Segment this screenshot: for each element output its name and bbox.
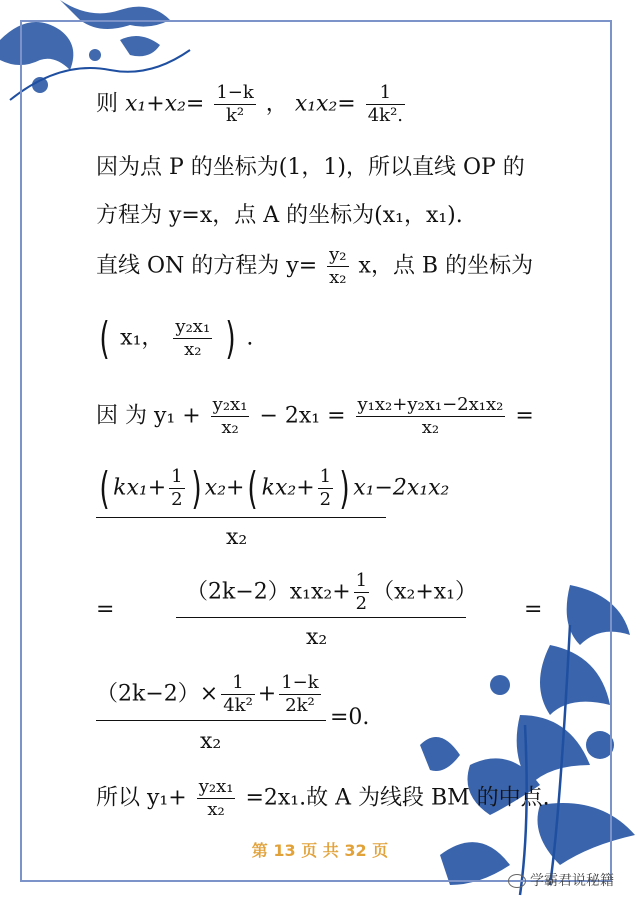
denominator: 2 [319, 489, 332, 510]
fraction [211, 394, 250, 439]
text-line-4 [96, 244, 533, 289]
fraction [197, 776, 236, 821]
text-line-3: 方程为 y=x，点 A 的坐标为(x₁，x₁). [96, 203, 463, 228]
fraction [221, 672, 255, 717]
expr: x₁x₂= [294, 91, 356, 117]
right-paren: ) [339, 462, 350, 514]
numerator: 1−k [281, 672, 319, 693]
numerator: 1 [171, 466, 183, 487]
expr: （x₂+x₁） [372, 579, 477, 605]
numerator: 1 [366, 82, 405, 105]
denominator: x₂ [184, 339, 202, 360]
text-line-2: 因为点 P 的坐标为(1，1)，所以直线 OP 的 [96, 155, 525, 180]
wechat-icon [508, 874, 526, 888]
numerator: 1−k [216, 82, 254, 103]
numerator: y₂ [329, 244, 347, 265]
watermark-text: 学霸君说秘籍 [530, 873, 614, 889]
equals-sign: = [96, 597, 115, 622]
fraction [173, 316, 212, 361]
text: 直线 ON 的方程为 y= [96, 253, 318, 279]
text: =2x₁.故 A 为线段 BM 的中点. [245, 785, 550, 811]
numerator: y₂x₁ [175, 316, 211, 337]
text: x₁， [120, 325, 164, 351]
right-paren: ) [191, 462, 202, 514]
equals-sign: = [524, 597, 543, 622]
text: 因 为 y₁ + [96, 403, 201, 429]
page-frame [20, 20, 612, 882]
fraction [356, 394, 506, 439]
text: x，点 B 的坐标为 [358, 253, 534, 279]
numerator: y₂x₁ [212, 394, 248, 415]
formula-line-9-result: =0. [330, 705, 370, 730]
fraction [327, 244, 348, 289]
fraction [318, 466, 333, 511]
numerator: 1 [319, 466, 332, 487]
formula-line-6 [96, 394, 534, 439]
fraction-bar [176, 617, 466, 618]
text: 所以 y₁+ [96, 785, 187, 811]
fraction-bar [96, 517, 386, 518]
left-paren: ( [247, 462, 259, 514]
denominator: 4k². [367, 105, 403, 126]
formula-line-8-denominator: x₂ [306, 625, 328, 650]
numerator: y₂x₁ [198, 776, 234, 797]
formula-line-1 [96, 82, 408, 127]
denominator: k² [226, 105, 245, 126]
text: . [246, 325, 254, 351]
denominator: 2 [171, 489, 183, 510]
denominator: 2 [355, 593, 368, 614]
expr: kx₁+ [113, 475, 167, 501]
denominator: x₂ [221, 417, 239, 438]
numerator: 1 [355, 570, 368, 591]
formula-line-8-numerator [186, 570, 477, 615]
denominator: x₂ [329, 267, 347, 288]
fraction-bar [96, 720, 326, 721]
page-number: 第 13 页 共 32 页 [251, 841, 389, 860]
denominator: x₂ [421, 417, 440, 438]
fraction [169, 466, 184, 511]
watermark [508, 870, 614, 890]
text-line-5 [96, 312, 254, 364]
text: − 2x₁ = [259, 403, 346, 429]
formula-line-7-numerator [96, 462, 450, 514]
left-paren: ( [99, 462, 110, 514]
fraction [214, 82, 255, 127]
denominator: 2k² [285, 695, 315, 716]
fraction [279, 672, 320, 717]
formula-line-9-denominator: x₂ [200, 729, 222, 754]
numerator: 1 [221, 672, 255, 695]
separator: ， [265, 91, 288, 117]
numerator: y₁x₂+y₂x₁−2x₁x₂ [357, 394, 504, 415]
expr: x₂+ [204, 475, 245, 501]
formula-line-7-denominator: x₂ [226, 525, 248, 550]
expr: x₁−2x₁x₂ [353, 475, 450, 501]
left-paren: ( [99, 312, 110, 364]
text-line-10 [96, 776, 550, 821]
expr: （2k−2）x₁x₂+ [186, 579, 351, 605]
denominator: x₂ [207, 799, 225, 820]
fraction [366, 82, 405, 127]
formula-line-9-numerator [96, 672, 324, 717]
right-paren: ) [225, 312, 236, 364]
expr: x₁+x₂= [125, 91, 205, 117]
expr: （2k−2）× [96, 681, 219, 707]
text: 则 [96, 91, 119, 117]
denominator: 4k² [223, 695, 253, 716]
expr: kx₂+ [261, 475, 315, 501]
text: = [515, 403, 534, 429]
fraction [354, 570, 369, 615]
text: + [257, 681, 277, 707]
